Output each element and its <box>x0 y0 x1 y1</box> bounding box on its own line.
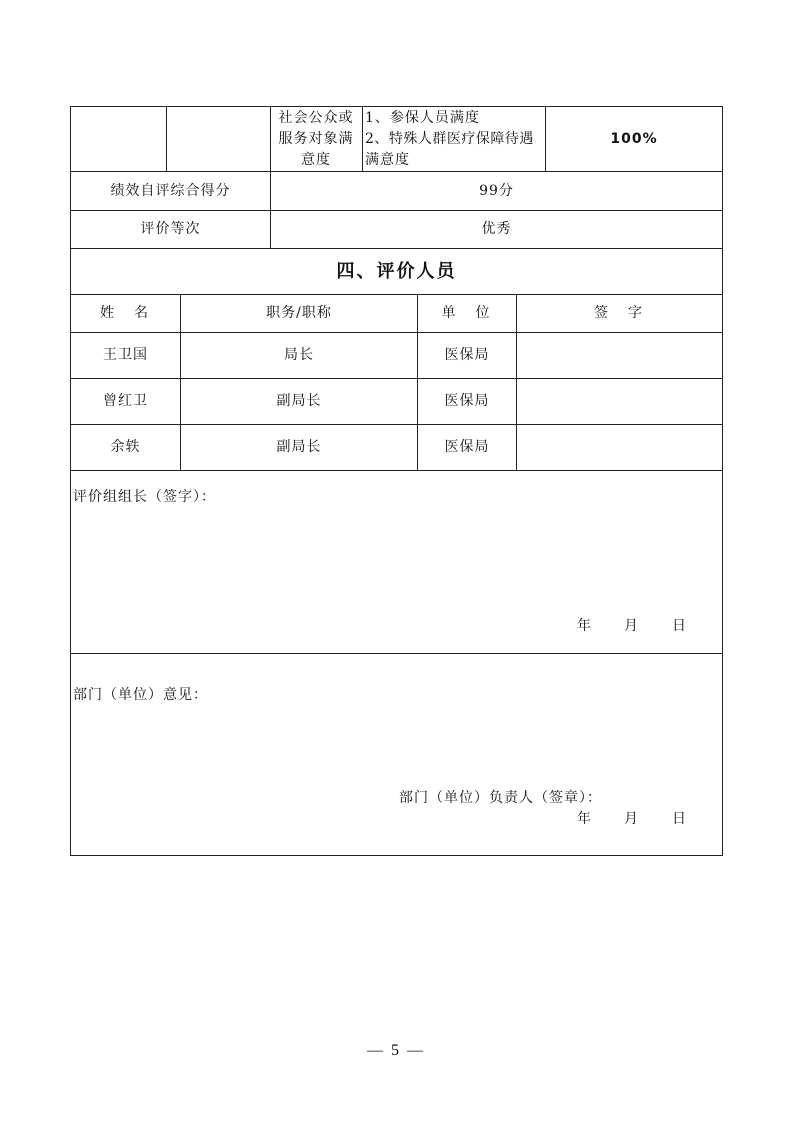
person-unit: 医保局 <box>444 347 490 363</box>
indicator-line: 服务对象满 <box>278 131 354 147</box>
score-value: 99分 <box>479 183 514 199</box>
person-name: 王卫国 <box>103 347 148 363</box>
row-divider <box>70 171 723 172</box>
leader-sign-year: 年 <box>577 618 592 634</box>
row-divider <box>70 210 723 211</box>
page-number: — 5 — <box>367 1042 425 1059</box>
leader-sign-day: 日 <box>672 618 687 634</box>
dept-responsible-label: 部门（单位）负责人（签章）： <box>399 790 602 806</box>
person-title: 副局长 <box>276 393 322 409</box>
dept-year: 年 <box>577 811 592 827</box>
header-unit: 单 位 <box>441 305 493 321</box>
score-label: 绩效自评综合得分 <box>110 183 231 199</box>
person-unit: 医保局 <box>444 393 490 409</box>
satisfaction-value: 100% <box>610 131 658 147</box>
dept-opinion-label: 部门（单位）意见： <box>73 687 208 703</box>
grade-label: 评价等次 <box>140 221 201 237</box>
dept-month: 月 <box>624 811 639 827</box>
row-divider <box>70 378 723 379</box>
row-divider <box>70 294 723 295</box>
person-name: 曾红卫 <box>103 393 148 409</box>
grade-value: 优秀 <box>481 221 512 237</box>
header-name: 姓 名 <box>100 305 151 321</box>
row-divider <box>70 470 723 471</box>
item-line: 1、参保人员满度 <box>365 110 480 126</box>
item-line: 满意度 <box>365 152 410 168</box>
col-divider <box>362 106 363 171</box>
person-unit: 医保局 <box>444 439 490 455</box>
header-sign: 签 字 <box>594 305 645 321</box>
dept-day: 日 <box>672 811 687 827</box>
row-divider <box>70 653 723 654</box>
row-divider <box>70 248 723 249</box>
item-line: 2、特殊人群医疗保障待遇 <box>365 131 534 147</box>
person-title: 局长 <box>284 347 314 363</box>
person-name: 余轶 <box>110 439 141 455</box>
leader-sign-label: 评价组组长（签字）： <box>73 489 216 505</box>
leader-sign-month: 月 <box>624 618 639 634</box>
col-divider <box>270 106 271 171</box>
row-divider <box>70 332 723 333</box>
person-title: 副局长 <box>276 439 322 455</box>
header-title: 职务/职称 <box>266 305 332 321</box>
indicator-line: 社会公众或 <box>278 110 354 126</box>
col-divider <box>166 106 167 171</box>
row-divider <box>70 424 723 425</box>
section-title: 四、评价人员 <box>336 261 457 282</box>
indicator-line: 意度 <box>301 152 331 168</box>
